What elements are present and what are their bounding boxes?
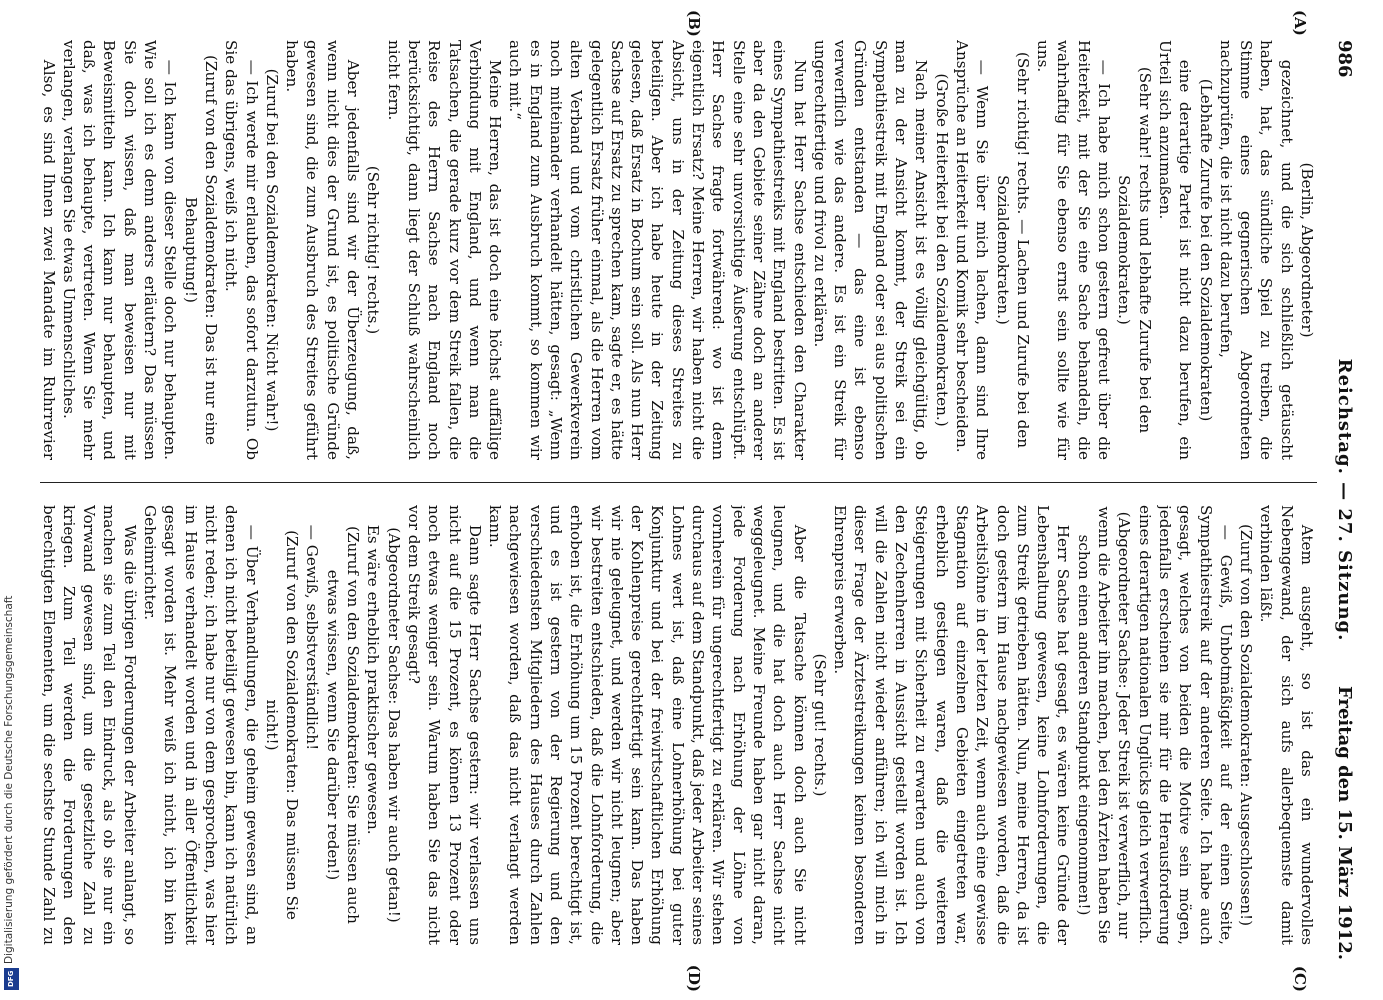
paragraph: gezeichnet, und die sich schließlich getäuscht haben, hat, das sündliche Spiel zu treiben, die Stimme eines gegnerischen Abgeordneten nachzuprüfen, die ist nicht dazu berufen, xyxy=(1216,40,1296,460)
interjection: (Lebhafte Zurufe bei den Sozialdemokraten) xyxy=(1196,78,1215,422)
paragraph: Nach meiner Ansicht ist es völlig gleichgültig, ob man zu der Ansicht kommt, der Streik sei ein Sympathiestreik mit England oder sei aus politischen Gründen entstanden — das eine ist ebenso verwerflich wie das andere. Es ist ein Streik für ungerechtfertige und frivol zu erklären. xyxy=(810,40,931,460)
paragraph: — Ich habe mich schon gestern gefreut über die Heiterkeit, mit der Sie eine Sache behandeln, die wahrhaftig für Sie ebenso ernst sein sollte wie für uns. xyxy=(1034,40,1114,460)
interjection: (Sehr wahr! rechts und lebhafte Zurufe bei den Sozialdemokraten.) xyxy=(1115,66,1154,434)
paragraph: — Ich werde mir erlauben, das sofort darzutun. Ob Sie das übrigens, weiß ich nicht. xyxy=(222,40,261,460)
margin-marker-d: (D) xyxy=(685,964,703,992)
interjection: (Zuruf von den Sozialdemokraten: Das müssen Sie nicht!) xyxy=(262,530,302,920)
interjection: (Abgeordneter Sachse: Jeder Streik ist verwerflich, nur wenn die Arbeiter ihn machen, bei den Ärzten haben Sie schon einen anderen Standpunkt eingenommen!) xyxy=(1074,506,1134,944)
paragraph: Was die übrigen Forderungen der Arbeiter anlangt, so machen sie zum Teil den Eindruck, als ob sie nur ein Vorwand gewesen sind, um die gesetzliche Zahl zu kriegen. Zum Teil werden die Forderungen den berechtigten Elementen, um die sechste Stunde Zahl zu xyxy=(40,505,139,945)
paragraph: Also, es sind Ihnen zwei Mandate im Ruhrrevier xyxy=(40,59,58,460)
paragraph: Herr Sachse hat gesagt, es wären keine Gründe der Lebenshaltung gewesen, keine Lohnforderungen, die zum Streik getrieben hätten. Nun, meine Herren, da ist doch gestern im Hause nachgewiesen worden, daß die Arbeitslöhne in der letzten Zeit, wenn auch eine gewisse Stagnation auf einzelnen Gebieten eingetreten war, erheblich gestiegen waren, daß die weiteren Steigerungen mit Sicherheit zu erwarten und auch von den Zechenherren in Aussicht gestellt worden ist. Ich will die Zahlen nicht wieder anführen; ich will mich in dieser Frage der Ärztestreikungen keinen besonderen Ehrenpreis erwerben. xyxy=(831,505,1073,945)
left-column xyxy=(40,40,1317,460)
interjection: (Zuruf von den Sozialdemokraten: Das ist nur eine Behauptung!) xyxy=(181,54,220,445)
interjection: (Abgeordneter Sachse: Das haben wir auch getan!) xyxy=(384,527,403,923)
paragraph: eine derartige Partei ist nicht dazu berufen, ein Urteil sich anzumaßen. xyxy=(1155,40,1195,460)
margin-marker-c: (C) xyxy=(1291,965,1309,992)
paragraph: Meine Herren, das ist doch eine höchst auffällige Verbindung mit England, und wenn man die Tatsachen, die gerade kurz vor dem Streik fallen, die Reise des Herrn Sachse nach England noch berücksichtigt, dann liegt der Schluß wahrscheinlich nicht fern. xyxy=(384,40,505,460)
paragraph: — Über Verhandlungen, die geheim gewesen sind, an denen ich nicht beteiligt gewesen bin, kann ich natürlich nicht reden; ich habe nur von dem gesprochen, was hier im Hause verhandelt worden und in aller Öffentlichkeit gesagt worden ist. Mehr weiß ich nicht, ich bin kein Geheimrichter. xyxy=(141,505,261,945)
interjection: (Zuruf von den Sozialdemokraten: Sie müssen auch etwas wissen, wenn Sie darüber reden!) xyxy=(323,526,363,924)
interjection: (Große Heiterkeit bei den Sozialdemokraten.) xyxy=(932,73,951,427)
paragraph: Es wäre erheblich praktischer gewesen. xyxy=(364,524,383,835)
interjection: (Sehr gut! rechts.) xyxy=(810,653,829,797)
header-title: Reichstag. — 27. Sitzung. xyxy=(1334,358,1355,642)
paragraph: Aber jedenfalls sind wir der Überzeugung, daß, wenn nicht dies der Grund ist, es politische Gründe gewesen sind, die zum Ausbruch des Streites geführt haben. xyxy=(283,40,363,460)
interjection: (Berlin, Abgeordneter) xyxy=(1298,162,1316,338)
paragraph: — Ich kann von dieser Stelle doch nur behaupten. Wie soll ich es denn anders erläutern? Das müssen Sie doch wissen, daß man beweisen nur mit Beweismitteln kann. Ich kann nur behaupten, und daß, was ich behaupte, vertreten. Wenn Sie mehr verlangen, verlangen Sie etwas Unmenschliches. xyxy=(59,40,180,460)
paragraph: — Wenn Sie über mich lachen, dann sind Ihre Ansprüche an Heiterkeit und Komik sehr bescheiden. xyxy=(952,40,992,460)
paragraph: Atem ausgeht, so ist das ein wundervolles Nebengewand, der sich aufs allerbequemste damit verbinden läßt. xyxy=(1257,505,1316,945)
paragraph: Dann sagte Herr Sachse gestern: wir verlassen uns nicht auf die 15 Prozent, es können 13 Prozent oder noch etwas weniger sein. Warum haben Sie das nicht vor dem Streik gesagt? xyxy=(404,505,484,945)
interjection: (Sehr richtig! rechts.) xyxy=(364,165,383,335)
margin-marker-a: (A) xyxy=(1291,10,1309,36)
page-header xyxy=(1325,40,1355,960)
paragraph: — Gewiß, selbstverständlich! xyxy=(303,524,322,751)
dfg-logo-icon: DFG xyxy=(4,968,19,990)
right-column xyxy=(40,505,1317,945)
interjection: (Sehr richtig! rechts. — Lachen und Zurufe bei den Sozialdemokraten.) xyxy=(993,51,1032,449)
page-number: 986 xyxy=(1334,40,1355,78)
margin-marker-b: (B) xyxy=(685,10,703,37)
page-footer xyxy=(3,594,17,994)
paragraph: Aber die Tatsache können doch auch Sie nicht leugnen, und die hat doch auch Herr Sachse nicht weggeleugnet. Meine Freunde haben gar nicht daran, jede Forderung nach Erhöhung der Löhne von vornherein für ungerechtfertigt zu erklären. Wir stehen durchaus auf dem Standpunkt, daß jeder Arbeiter seines Lohnes wert ist, daß eine Lohnerhöhung bei guter Konjunktur und bei der freiwirtschaftlichen Erhöhung der Kohlenpreise gerechtfertigt sein kann. Das haben wir nie geleugnet, und werden wir nicht leugnen; aber wir bestreiten entschieden, daß die Lohnforderung, die erhoben ist, die Erhöhung um 15 Prozent berechtigt ist, und es ist gestern von der Regierung und den verschiedensten Mitgliedern des Hauses durch Zahlen nachgewiesen worden, daß das nicht verlangt werden kann. xyxy=(486,505,809,945)
paragraph: Nun hat Herr Sachse entschieden den Charakter eines Sympathiestreiks mit England bestritten. Es ist aber da den Gebiete seiner Zähne doch an anderer Stelle eine sehr unvorsichtige Äußerung entschlüpft. Herr Sachse fragte fortwährend: wo ist denn eigentlich Ersatz? Meine Herren, wir haben nicht die Absicht, uns in der Zeitung dieses Streites zu beteiligen. Aber ich habe heute in der Zeitung gelesen, daß Ersatz in Bochum sein soll. Als nun Herr Sachse auf Ersatz zu sprechen kam, sagte er, es hätte gelegentlich Ersatz früher einmal, als die Herren vom alten Verband und vom christlichen Gewerkverein noch miteinander verhandelt hätten, gesagt: „Wenn es in England zum Ausbruch kommt, so kommen wir auch mit.“ xyxy=(506,40,809,460)
column-divider xyxy=(40,482,1317,483)
paragraph: — Gewiß, Unbotmäßigkeit auf der einen Seite, Sympathiestreik auf der anderen Seite. Ich habe auch gesagt, welches von beiden die Motive sein mögen, jedenfalls erscheinen sie mir für die Herausforderung eines derartigen nationalen Unglücks gleich verwerflich. xyxy=(1135,505,1235,945)
interjection: (Zuruf von den Sozialdemokraten: Ausgeschlossen!) xyxy=(1237,523,1256,927)
header-date: Freitag den 15. März 1912. xyxy=(1334,686,1355,960)
digitization-note: Digitalisierung gefördert durch die Deutsche Forschungsgemeinschaft xyxy=(3,595,15,964)
interjection: (Zuruf bei den Sozialdemokraten: Nicht wahr!) xyxy=(262,68,281,432)
